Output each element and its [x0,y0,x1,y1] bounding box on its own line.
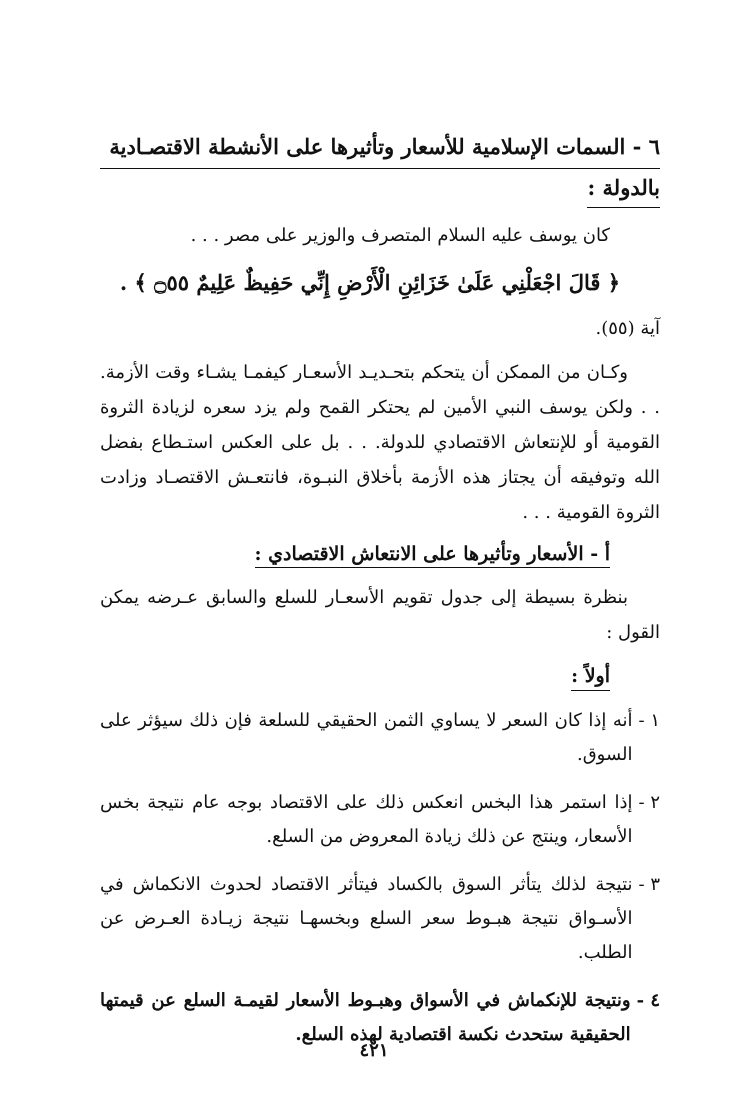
sub-paragraph: بنظرة بسيطة إلى جدول تقويم الأسعـار للسلع والسابق عـرضه يمكن القول : [100,587,660,643]
list-item-number: ٤ - [636,990,660,1011]
page-number: ٤٢١ [359,1040,389,1061]
section-heading-line1: ٦ - السمات الإسلامية للأسعار وتأثيرها على الأنشطة الاقتصـادية [100,128,660,169]
subheading [100,536,660,572]
list-item-number: ٢ - [638,792,660,813]
list-item-number: ٣ - [638,874,660,895]
list-item-number: ١ - [638,710,660,731]
quran-verse: ﴿ قَالَ اجْعَلْنِي عَلَىٰ خَزَائِنِ الْأَرْضِ إِنِّي حَفِيظٌ عَلِيمٌ ۝٥٥ ﴾ . [119,270,620,295]
ayah-reference: آية (٥٥). [595,318,660,339]
list-item-text: نتيجة لذلك يتأثر السوق بالكساد فيتأثر الاقتصاد لحدوث الانكماش في الأسـواق نتيجة هبـوط سعر السلع وبخسهـا نتيجة زيـادة العـرض عن الطلب. [100,874,633,963]
list-item [100,868,660,970]
main-paragraph: وكـان من الممكن أن يتحكم بتحـديـد الأسعـار كيفمـا يشـاء وقت الأزمة. . . ولكن يوسف النبي الأمين لم يحتكر القمح ولم يزد سعره لزيادة الثروة القومية أو للإنتعاش الاقتصادي للدولة. . . بل على العكس استـطاع بفضل الله وتوفيقه أن يجتاز هذه الأزمة بأخلاق النبـوة، فانتعـش الاقتصـاد وزادت الثروة القومية . . . [100,362,660,523]
section-heading-line2: بالدولة : [587,169,660,208]
first-label-text: أولاً : [571,665,610,691]
page-body [100,128,660,1066]
list-item [100,786,660,854]
subheading-text: أ - الأسعار وتأثيرها على الانتعاش الاقتصادي : [255,543,611,568]
list-item-text: أنه إذا كان السعر لا يساوي الثمن الحقيقي للسلعة فإن ذلك سيؤثر على السوق. [100,710,633,765]
section-heading [100,128,660,208]
list-item [100,704,660,772]
intro-text: كان يوسف عليه السلام المتصرف والوزير على مصر . . . [190,225,610,246]
first-label [100,656,660,696]
list-item-text: إذا استمر هذا البخس انعكس ذلك على الاقتصاد بوجه عام نتيجة بخس الأسعار، وينتج عن ذلك زيادة المعروض من السلع. [100,792,633,847]
list-item-text: ونتيجة للإنكماش في الأسواق وهبـوط الأسعار لقيمـة السلع عن قيمتها الحقيقية ستحدث نكسة اقتصادية لهذه السلع. [100,990,631,1045]
